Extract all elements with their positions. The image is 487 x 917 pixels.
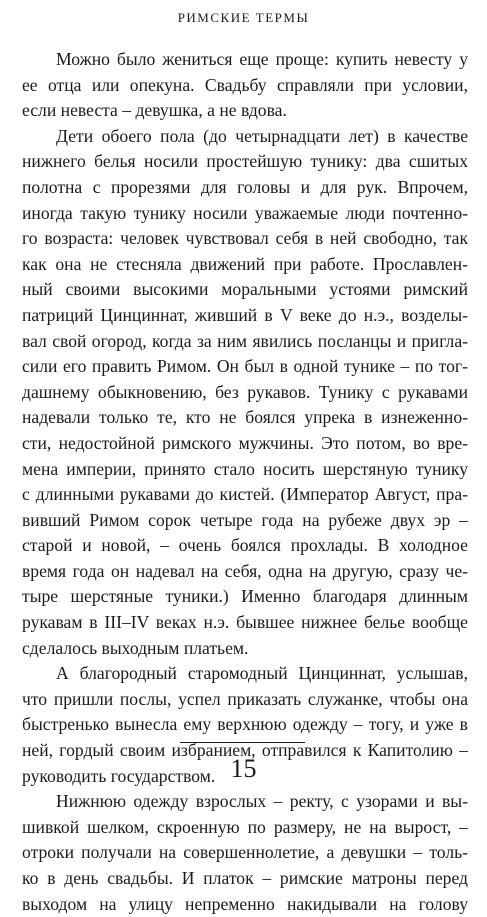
text-line: ко в день свадьбы. И платок – римские матроны перед (22, 868, 468, 888)
text-line: мена империи, принято стало носить шерстяную тунику (22, 458, 468, 479)
text-line: ее отца или опекуна. Свадьбу справляли при условии, (22, 74, 468, 95)
body-text (22, 47, 468, 917)
text-line: дашнему обыкновению, без рукавов. Тунику с рукавами (22, 381, 468, 402)
text-line: отроки получали на совершеннолетие, а девушки – толь- (22, 842, 468, 863)
running-title: РИМСКИЕ ТЕРМЫ (177, 10, 310, 25)
text-line: старой и новой, – очень боялся прохлады. В холодное (22, 535, 468, 556)
text-line: нижнего белья носили простейшую тунику: два сшитых (22, 151, 468, 172)
text-line: патриций Цинциннат, живший в V веке до н.э., возделы- (22, 304, 468, 325)
text-line: А благородный старомодный Цинциннат, услышав, (56, 663, 468, 684)
text-line: сти, недостойной римского мужчины. Это потом, во вре- (22, 432, 468, 453)
text-line: го возраста: человек чувствовал себя в ней свободно, так (22, 228, 468, 249)
text-line: Дети обоего пола (до четырнадцати лет) в качестве (56, 125, 468, 146)
page-number: 15 (230, 754, 257, 783)
text-line: вал свой огород, когда за ним явились посланцы и пригла- (22, 330, 468, 351)
text-line: руководить государством. (22, 765, 216, 786)
text-line: ный своими высокими моральными устоями римский (22, 279, 468, 300)
text-line: выходом на улицу непременно накидывали на голову (22, 893, 468, 914)
text-line: надевали только те, кто не боялся упрека в изнеженно- (22, 407, 468, 428)
text-line: вивший Римом сорок четыре года на рубеже двух эр – (22, 509, 468, 530)
text-line: иногда такую тунику носили уважаемые люди почтенно- (22, 202, 468, 223)
text-line: Можно было жениться еще проще: купить невесту у (56, 49, 468, 69)
text-line: тыре шерстяные туники.) Именно благодаря длинным (22, 586, 468, 607)
text-line: сили его править Римом. Он был в одной тунике – по тог- (22, 356, 468, 377)
text-line: что пришли послы, успел приказать служанке, чтобы она (22, 688, 468, 709)
text-line: полотна с прорезями для головы и для рук. Впрочем, (22, 176, 468, 197)
footer-rule (180, 742, 305, 743)
text-line: как она не стесняла движений при работе. Прославлен- (22, 253, 468, 274)
text-line: шивкой шелком, скроенную по размеру, не на вырост, – (22, 816, 468, 837)
text-line: ней, гордый своим избранием, отправился к Капитолию – (22, 740, 468, 761)
text-line: быстренько вынесла ему верхнюю одежду – тогу, и уже в (22, 714, 468, 735)
text-line: время года он надевал на себя, одна на другую, сразу че- (22, 560, 468, 581)
text-line: рукавам в III–IV веках н.э. бывшее нижнее белье вообще (22, 612, 468, 633)
text-line: сделалось выходным платьем. (22, 637, 249, 658)
text-line: если невеста – девушка, а не вдова. (22, 100, 287, 121)
text-line: Нижнюю одежду взрослых – ректу, с узорами и вы- (56, 791, 468, 812)
text-line: с длинными рукавами до кистей. (Император Август, пра- (22, 484, 468, 505)
